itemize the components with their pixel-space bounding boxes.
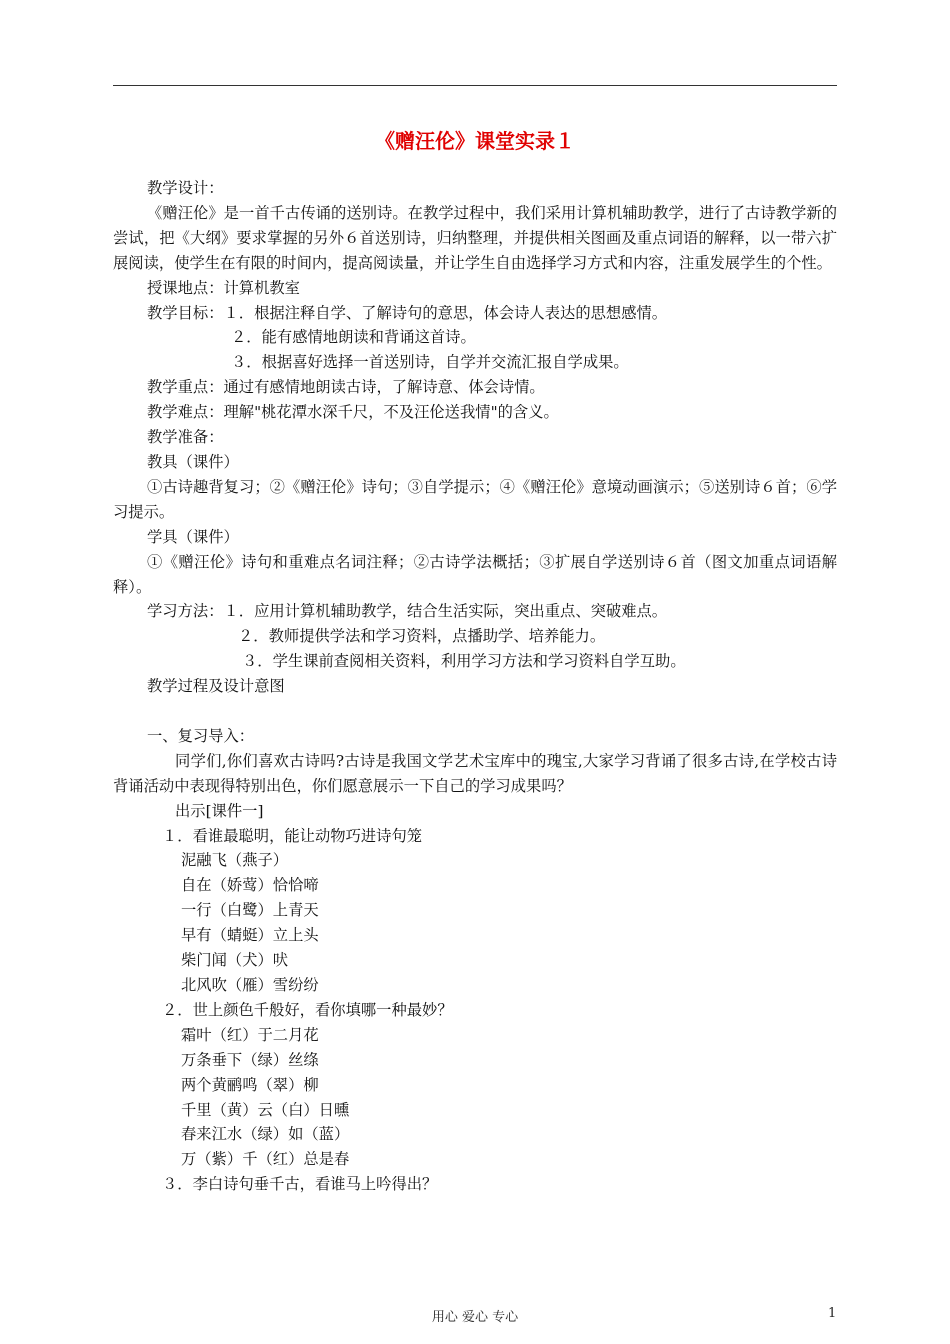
q2-answer-line: 两个黄鹂鸣（翠）柳 [181,1075,319,1094]
difficulty-line: 教学难点：理解"桃花潭水深千尺，不及汪伦送我情"的含义。 [147,403,559,422]
teacher-tools-heading: 教具（课件） [147,452,239,471]
document-title: 《赠汪伦》课堂实录１ [375,129,575,153]
method-line-2: ２．教师提供学法和学习资料，点播助学、培养能力。 [238,627,606,646]
q2-answer-line: 千里（黄）云（白）日曛 [181,1100,350,1119]
review-heading: 一、复习导入： [147,726,255,745]
location-line: 授课地点：计算机教室 [147,278,300,297]
q2-answer-line: 春来江水（绿）如（蓝） [181,1125,350,1144]
q1-answer-line: 泥融飞（燕子） [181,851,289,870]
question-2: ２．世上颜色千般好，看你填哪一种最妙？ [162,1000,453,1019]
design-heading: 教学设计： [147,179,224,197]
page-footer: 用心 爱心 专心 [431,1310,519,1325]
page-number: 1 [828,1306,837,1321]
q2-answer-line: 万条垂下（绿）丝绦 [181,1050,319,1069]
q1-answer-line: 北风吹（雁）雪纷纷 [181,975,319,994]
prep-heading: 教学准备： [147,428,224,447]
header-rule [113,85,837,86]
method-line-3: ３．学生课前查阅相关资料，利用学习方法和学习资料自学互助。 [242,652,686,671]
key-point-line: 教学重点：通过有感情地朗读古诗，了解诗意、体会诗情。 [147,378,545,397]
q1-answer-line: 一行（白鹭）上青天 [181,901,319,920]
goal-line-3: ３．根据喜好选择一首送别诗，自学并交流汇报自学成果。 [231,353,629,372]
student-tools-heading: 学具（课件） [147,527,239,546]
q1-answer-line: 柴门闻（犬）吠 [181,951,289,970]
student-tools-list: ①《赠汪伦》诗句和重难点名词注释；②古诗学法概括；③扩展自学送别诗６首（图文加重点词语解释）。 [113,552,837,596]
courseware-show: 出示[课件一] [175,801,264,820]
process-heading: 教学过程及设计意图 [147,677,285,696]
method-line-1: 学习方法：１．应用计算机辅助教学，结合生活实际，突出重点、突破难点。 [147,602,668,621]
goal-line-2: ２．能有感情地朗读和背诵这首诗。 [231,328,476,347]
teacher-tools-list: ①古诗趣背复习；②《赠汪伦》诗句；③自学提示；④《赠汪伦》意境动画演示；⑤送别诗６首；⑥学习提示。 [113,477,837,521]
goal-line-1: 教学目标：１．根据注释自学、了解诗句的意思，体会诗人表达的思想感情。 [147,303,668,322]
question-1: １．看谁最聪明，能让动物巧进诗句笼 [162,826,423,845]
q2-answer-line: 万（紫）千（红）总是春 [181,1150,350,1169]
question-3: ３．李白诗句垂千古，看谁马上吟得出？ [162,1175,438,1194]
document-body [113,176,837,1197]
design-paragraph: 《赠汪伦》是一首千古传诵的送别诗。在教学过程中，我们采用计算机辅助教学，进行了古诗教学新的尝试，把《大纲》要求掌握的另外６首送别诗，归纳整理，并提供相关图画及重点词语的解释，以一带六扩展阅读，使学生在有限的时间内，提高阅读量，并让学生自由选择学习方式和内容，注重发展学生的个性。 [113,203,837,272]
q1-answer-line: 自在（娇莺）恰恰啼 [181,876,319,895]
q2-answer-line: 霜叶（红）于二月花 [181,1025,319,1044]
q1-answer-line: 早有（蜻蜓）立上头 [181,926,319,945]
review-intro: 同学们,你们喜欢古诗吗?古诗是我国文学艺术宝库中的瑰宝,大家学习背诵了很多古诗,在学校古诗背诵活动中表现得特别出色，你们愿意展示一下自己的学习成果吗？ [113,751,837,795]
